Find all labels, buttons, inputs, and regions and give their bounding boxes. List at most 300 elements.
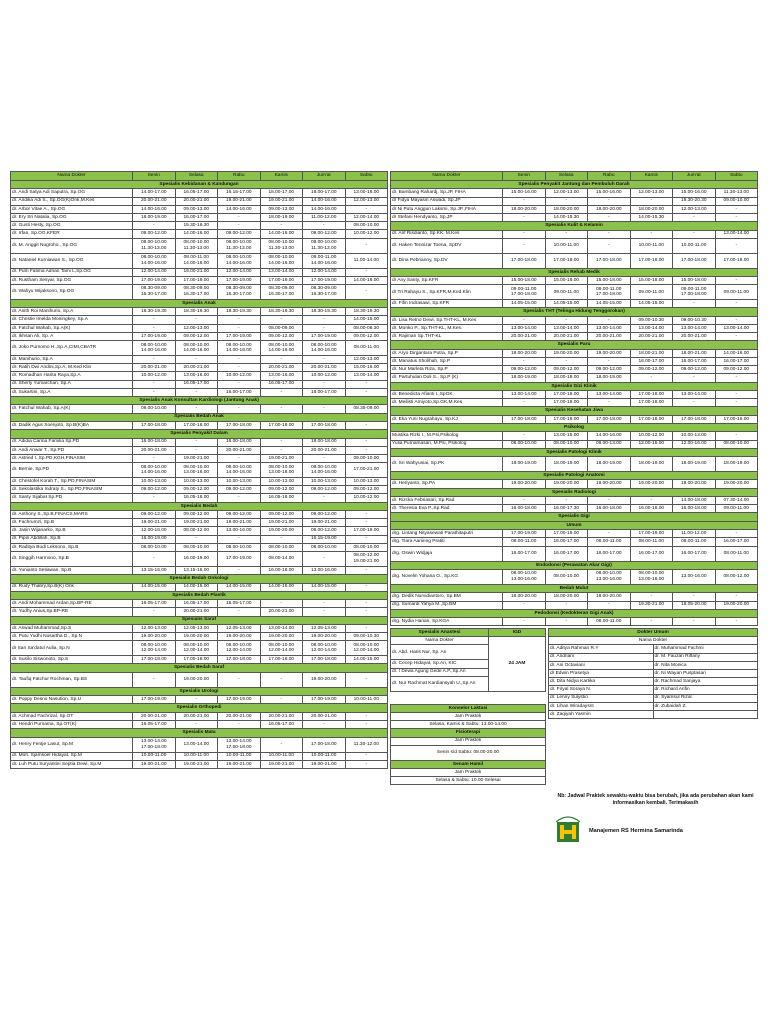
schedule-cell: - (630, 374, 673, 382)
section-title: Spesialis Gigi (391, 513, 758, 521)
schedule-cell: 16.15-17.00 (218, 189, 261, 197)
schedule-cell: 15.00-18.00 (673, 277, 716, 285)
schedule-cell: - (175, 446, 218, 454)
dokter-umum-name: dr. Lenny Sulystio (549, 694, 654, 702)
schedule-cell: 11.30-12.00 (345, 737, 388, 752)
schedule-cell: 12.00-14.00 (345, 213, 388, 221)
schedule-cell: - (218, 405, 261, 413)
schedule-cell: 19.00-21.00 (175, 760, 218, 768)
doctor-name: dr. Jasin Wijanarko, Sp.B (11, 527, 133, 535)
doctor-name: dr. Arif Risdianto, Sp.KK, M.Kes (391, 230, 503, 238)
schedule-cell: - (218, 356, 261, 364)
schedule-cell: - (715, 238, 758, 253)
schedule-cell: 10.00-12.00 (218, 372, 261, 380)
schedule-cell: 09.00-12.00 (218, 511, 261, 519)
schedule-cell: 09.00-12.00 (260, 486, 303, 494)
column-header: Jum'at (673, 172, 716, 181)
schedule-cell: 17.00-19.00 (503, 530, 546, 538)
schedule-cell: 09.00-12.00 (175, 486, 218, 494)
schedule-cell: 11.00-12.00 (303, 213, 346, 221)
schedule-cell: - (503, 432, 546, 440)
dokter-umum-name: dr. Lihan Wiradaysnt (549, 702, 654, 710)
schedule-cell: 12.00-15.00 (630, 440, 673, 448)
doctor-row (11, 454, 388, 462)
schedule-cell: 18.30-19.30 (133, 308, 176, 316)
schedule-cell: 13.00-14.00 (588, 325, 631, 333)
section-title: Spesialis Mata (11, 729, 388, 737)
schedule-cell: 14.00-15.00 (175, 583, 218, 591)
schedule-cell: - (133, 380, 176, 388)
doctor-name: dr. Ery Sri Natalia, Sp.OG (11, 213, 133, 221)
schedule-cell: 16.00-19.00 (175, 551, 218, 566)
dokter-umum-row (549, 678, 758, 686)
schedule-cell: - (218, 566, 261, 574)
doctor-name: dr. Andi Anwar T., Sp.PD (11, 446, 133, 454)
doctor-name: dr. Fatchul Wahab, Sp.A(K) (11, 324, 133, 332)
schedule-cell: 08.00-10.00 13.00-16.00 (175, 463, 218, 478)
schedule-cell: - (345, 421, 388, 429)
schedule-cell: 19.00-20.00 (588, 480, 631, 488)
doctor-row (391, 546, 758, 561)
schedule-cell: 13.00-16.00 (175, 372, 218, 380)
doctor-name: dr. Astried I.,Sp.PD,KGH,FINASIM (11, 454, 133, 462)
hospital-logo-block (553, 814, 753, 854)
schedule-cell: - (133, 454, 176, 462)
section-title: Spesialis Paru (391, 341, 758, 349)
schedule-cell: 08.00-10.00 14.00-16.00 (260, 341, 303, 356)
schedule-cell: 17.00-18.00 (588, 253, 631, 268)
doctor-row (391, 213, 758, 221)
schedule-cell: 12.00-13.00 (545, 189, 588, 197)
schedule-cell: 12.00-14.00 (303, 268, 346, 276)
schedule-cell: 08.00-12.00 (175, 527, 218, 535)
schedule-cell: 16.05-17.00 (260, 380, 303, 388)
schedule-cell: 10.00-13.00 (218, 478, 261, 486)
schedule-cell: 08.00-10.00 11.30-13.00 (133, 238, 176, 253)
schedule-cell: 08.00-10.00 (715, 440, 758, 448)
doctor-name: dr. Rustham Sesyar, Sp.OG (11, 276, 133, 284)
schedule-cell: 13.00-14.00 (715, 325, 758, 333)
dokter-umum-name: dr. Andriani (549, 653, 654, 661)
schedule-cell: - (133, 324, 176, 332)
fisio-sub: Jam Praktek (391, 737, 546, 745)
doctor-name: dr. Andi Mohammad Ardan,Sp.BP-RE (11, 600, 133, 608)
schedule-cell: 17.00-18.00 (303, 737, 346, 752)
schedule-cell: 09.00-10.30 (630, 316, 673, 324)
doctor-name: dr. Putri Fatima Adnan Tami L,Sp.OG (11, 268, 133, 276)
schedule-cell: - (673, 593, 716, 601)
section-title: Spesialis Saraf (11, 616, 388, 624)
doctor-row (391, 601, 758, 609)
schedule-cell: - (133, 551, 176, 566)
schedule-cell: 08.00-11.00 14.00-16.00 (303, 253, 346, 268)
schedule-cell: 12.05-13.00 (303, 624, 346, 632)
schedule-cell: 20.00-21.00 (133, 446, 176, 454)
schedule-cell: 08.00-10.00 11.30-13.00 (218, 238, 261, 253)
schedule-cell: 18.00-20.00 (588, 593, 631, 601)
schedule-cell: 17.00-18.00 (303, 421, 346, 429)
schedule-cell: 17.00-19.00 (133, 276, 176, 284)
schedule-cell: 13.00-14.00 (588, 390, 631, 398)
doctor-row (11, 405, 388, 413)
doctor-name: Yulia Purnamasari, M.Psi, Psikolog (391, 440, 503, 448)
schedule-cell: 12.05-13.00 (175, 624, 218, 632)
schedule-cell: 19.00-21.00 (260, 454, 303, 462)
dokter-umum-name: dr. Firyal Soraya N. (549, 686, 654, 694)
doctor-name: dr Any Santy, Sp.KFR (391, 277, 503, 285)
schedule-cell: - (588, 497, 631, 505)
dokter-umum-name: dr. Dita Nidya Kartika (549, 678, 654, 686)
schedule-cell: - (630, 593, 673, 601)
schedule-cell: 13.15-16.00 (133, 566, 176, 574)
doctor-row (11, 213, 388, 221)
schedule-cell: 09.00-11.00 17.00-18.00 (503, 285, 546, 300)
doctor-name: dr. Sri Wahyuniai, Sp.PK (391, 457, 503, 472)
schedule-cell: 17.00-18.00 (588, 415, 631, 423)
schedule-cell: 17.00-19.00 (218, 332, 261, 340)
schedule-cell: 18.30-19.30 (345, 308, 388, 316)
doctor-row (11, 519, 388, 527)
schedule-cell: 17.00-18.00 (503, 415, 546, 423)
doctor-name: dr. Pipin Abdillah, Sp.B (11, 535, 133, 543)
schedule-cell: 14.00-16.00 (588, 432, 631, 440)
section-header-row (391, 488, 758, 496)
schedule-cell: 19.00-20.00 (260, 527, 303, 535)
schedule-cell: 19.00-21.00 (175, 519, 218, 527)
schedule-cell: 20.00-21.00 (303, 446, 346, 454)
schedule-cell: 18.00-19.00 (588, 457, 631, 472)
doctor-name: dr. Achmad Fachrizal, Sp.OT (11, 712, 133, 720)
section-title: Spesialis Bedah Anak (11, 413, 388, 421)
dokter-umum-name: dr. Zaqiyah Yasmin (549, 710, 654, 718)
doctor-name: dr. Nur Marleta Riza, Sp.P (391, 366, 503, 374)
schedule-cell: 12.00-14.00 (133, 268, 176, 276)
schedule-cell: 18.00-20.00 (503, 593, 546, 601)
schedule-cell: - (345, 721, 388, 729)
schedule-cell: - (260, 356, 303, 364)
schedule-cell: 20.00-21.00 (673, 333, 716, 341)
schedule-cell: - (218, 316, 261, 324)
schedule-cell: 19.00-20.00 (303, 672, 346, 687)
section-header-row (391, 308, 758, 316)
section-title: Spesialis Anak Konsultan Kardiologi (Jantung Anak) (11, 396, 388, 404)
section-header-row (391, 423, 758, 431)
schedule-cell: 08.00-11.00 (673, 538, 716, 546)
schedule-cell: 08.00-11.00 14.00-16.00 (175, 253, 218, 268)
schedule-cell: 09.00-12.00 (588, 366, 631, 374)
schedule-cell: 19.00-20.00 (545, 349, 588, 357)
doctor-name: dr. Yunianto Setiawan, Sp.B (11, 566, 133, 574)
schedule-cell: 19.00-21.00 (175, 454, 218, 462)
schedule-cell: 20.00-21.00 (133, 712, 176, 720)
section-header-row (391, 472, 758, 480)
doctor-name: drg. Sumardi Yahya M.,Sp.BM (391, 601, 503, 609)
schedule-cell: 17.00-18.00 (175, 421, 218, 429)
doctor-name: dr. Putu Yudhi Nusartha D., Sp.N (11, 633, 133, 641)
schedule-cell: 14.00-16.00 (715, 349, 758, 357)
schedule-cell: - (345, 566, 388, 574)
schedule-cell: - (345, 600, 388, 608)
schedule-cell: - (218, 364, 261, 372)
schedule-cell: 15.00-16.00 (345, 364, 388, 372)
fisio-value: Senin s/d Sabtu: 08.00-20.00 (391, 745, 546, 760)
schedule-cell: 09.00-10.30 (673, 316, 716, 324)
schedule-cell: 10.00-11.00 (175, 752, 218, 760)
schedule-cell: 10.00-13.00 (260, 478, 303, 486)
schedule-cell: 14.00-17.00 (133, 189, 176, 197)
schedule-cell: 09.00-12.00 (673, 366, 716, 374)
doctor-name: dr. Luh Putu Suryantini Septia Dewi, Sp.M (11, 760, 133, 768)
schedule-cell: 19.00-20.00 (303, 633, 346, 641)
doctor-row (391, 593, 758, 601)
schedule-cell: 17.00-18.00 (715, 253, 758, 268)
doctor-row (11, 238, 388, 253)
section-title: Pedodonsi (Kedokteran Gigi Anak) (391, 609, 758, 617)
doctor-name: dr. Rizcka Febriasari, Sp.Rad (391, 497, 503, 505)
schedule-cell: 09.00-10.30 (345, 633, 388, 641)
schedule-cell: 14.00-15.00 (303, 583, 346, 591)
doctor-row (11, 760, 388, 768)
dokter-umum-name: dr. Zubaidah Z. (653, 702, 758, 710)
schedule-cell: 19.30-20.30 (673, 197, 716, 205)
doctor-name: dr. Christie Imelda Moningkey, Sp.A (11, 316, 133, 324)
schedule-cell: 20.00-21.00 (303, 712, 346, 720)
schedule-cell: 17.00-19.00 (218, 551, 261, 566)
doctor-name: drg. Tiara Aariinng Pratiti (391, 538, 503, 546)
doctor-row (11, 253, 388, 268)
section-title: Spesialis Kebidanan & Kandungan (11, 181, 388, 189)
schedule-cell: 20.00-21.00 (588, 333, 631, 341)
section-title: Spesialis Bedah Saraf (11, 664, 388, 672)
schedule-cell: 19.00-21.00 (218, 197, 261, 205)
section-header-row (391, 521, 758, 529)
doctor-row (391, 333, 758, 341)
schedule-cell: 16.00-19.00 (133, 535, 176, 543)
doctor-row (391, 300, 758, 308)
schedule-cell: 08.00-11.00 (630, 538, 673, 546)
schedule-cell: 17.00-19.00 (630, 530, 673, 538)
section-title: Spesialis Bedah Plastik (11, 591, 388, 599)
dokter-umum-sub: Nama Dokter (549, 637, 758, 645)
schedule-cell: 18.00-18.00 (303, 438, 346, 446)
doctor-name: dr. Taufiq Fatchur Rochman, Sp.BS (11, 672, 133, 687)
dokter-umum-name: dr. Nita Monica (653, 661, 758, 669)
schedule-cell: 17.00-19.00 (218, 276, 261, 284)
schedule-cell: 09.00-12.00 (303, 230, 346, 238)
section-title: Spesialis Patologi Klinik (391, 448, 758, 456)
schedule-cell: - (303, 551, 346, 566)
schedule-cell: 13.15-16.00 (175, 566, 218, 574)
schedule-cell: 14.00-15.00 (345, 656, 388, 664)
schedule-cell: 10.00-12.00 (345, 494, 388, 502)
schedule-cell: 18.00-20.00 (545, 205, 588, 213)
schedule-cell: 08.00-10.00 (175, 543, 218, 551)
schedule-cell: 08.00-10.00 13.00-16.00 (630, 569, 673, 584)
doctor-name: dr. Raditya Budi Leksono, Sp.B (11, 543, 133, 551)
schedule-cell: 13.00-16.00 (345, 189, 388, 197)
schedule-cell: 17.00-18.00 (673, 415, 716, 423)
schedule-cell: 08.00-10.00 (345, 543, 388, 551)
schedule-cell: 13.00-16.00 (673, 569, 716, 584)
schedule-cell: 19.00-20.00 (175, 672, 218, 687)
anestesi-doctor: dr. I Dewa Agung Gede A.P.,Sp.An (391, 668, 489, 676)
section-title: Umum (391, 521, 758, 529)
column-header: Rabu (588, 172, 631, 181)
schedule-cell: - (545, 358, 588, 366)
schedule-cell: 17.00-21.00 (345, 463, 388, 478)
schedule-cell: - (715, 205, 758, 213)
schedule-cell: - (630, 230, 673, 238)
doctor-row (391, 530, 758, 538)
schedule-cell: 08.00-10.00 14.00-16.00 (133, 341, 176, 356)
schedule-cell: 16.00-18.00 (673, 505, 716, 513)
schedule-cell: 10.00-11.00 (545, 238, 588, 253)
schedule-cell: 12.00-13.00 (345, 197, 388, 205)
section-header-row (11, 704, 388, 712)
schedule-cell: 18.30-19.30 (303, 308, 346, 316)
schedule-cell: 08.00-08.30 (345, 324, 388, 332)
schedule-cell: - (345, 268, 388, 276)
schedule-cell: 19.00-20.00 (588, 349, 631, 357)
schedule-cell: 14.00-18.00 (673, 497, 716, 505)
doctor-row (11, 372, 388, 380)
schedule-cell: - (673, 399, 716, 407)
schedule-cell: 10.00-13.00 (303, 478, 346, 486)
schedule-cell: - (303, 721, 346, 729)
schedule-cell: 17.00-18.00 (218, 656, 261, 664)
doctor-row (11, 543, 388, 551)
schedule-cell: 08.00-10.00 (133, 543, 176, 551)
schedule-cell: 17.00-18.00 (133, 421, 176, 429)
schedule-cell: - (630, 197, 673, 205)
schedule-cell: - (630, 618, 673, 626)
schedule-cell: 08.00-10.00 11.30-13.00 (175, 238, 218, 253)
doctor-name: dr. Monko P., Sp.THT-KL, M.Kes. (391, 325, 503, 333)
schedule-cell: 19.00-21.00 (218, 519, 261, 527)
schedule-cell: 13.00-14.00 17.00-18.00 (133, 737, 176, 752)
schedule-cell: 16.00-17.00 (715, 358, 758, 366)
schedule-cell: 19.00-20.00 (218, 633, 261, 641)
doctor-row (391, 569, 758, 584)
schedule-cell: - (218, 672, 261, 687)
doctor-name: dr. Haken Tennizar Toena, SpDV (391, 238, 503, 253)
doctor-row (391, 253, 758, 268)
doctor-name: dr. Anith Roi Manihurio, Sp.A (11, 308, 133, 316)
schedule-cell: 16.05-17.00 (133, 721, 176, 729)
schedule-cell: 08.00-12.00 (715, 569, 758, 584)
schedule-cell: 15.00-16.00 (588, 189, 631, 197)
doctor-name: dr. Nataniel Kurniawan S., Sp.OG (11, 253, 133, 268)
schedule-cell: 20.00-21.00 (630, 333, 673, 341)
schedule-cell: 09.00-11.00 17.00-18.00 (673, 285, 716, 300)
schedule-cell: 18.00-19.00 (588, 374, 631, 382)
section-header-row (391, 382, 758, 390)
schedule-cell: 20.00-21.00 (175, 712, 218, 720)
schedule-cell: 17.00-19.00 (345, 527, 388, 535)
schedule-cell: 19.00-21.00 (303, 760, 346, 768)
schedule-cell: 14.05-15.00 (503, 300, 546, 308)
doctor-row (391, 618, 758, 626)
schedule-cell: 08.00-09.00 (260, 324, 303, 332)
doctor-name: dr. Aryo Dirgantara Putra, Sp.P (391, 349, 503, 357)
anestesi-table (390, 628, 546, 692)
schedule-cell: 09.00-11.00 (545, 285, 588, 300)
schedule-cell: 17.00-18.00 (630, 390, 673, 398)
doctor-row (11, 356, 388, 364)
doctor-row (11, 608, 388, 616)
schedule-cell: 14.00-15.00 (133, 583, 176, 591)
schedule-cell: 12.05-13.00 (218, 624, 261, 632)
schedule-cell: - (345, 511, 388, 519)
schedule-cell: 09.00-11.00 17.00-18.00 (588, 285, 631, 300)
schedule-cell: - (588, 238, 631, 253)
schedule-cell: 08.00-10.00 (218, 543, 261, 551)
schedule-cell: - (588, 316, 631, 324)
column-header: Nama Dokter (11, 172, 133, 181)
schedule-cell: - (218, 494, 261, 502)
hamil-value: Selasa & Sabtu: 10.00-Selesai (391, 777, 546, 785)
schedule-cell: - (260, 316, 303, 324)
schedule-cell: 20.00-21.00 (218, 446, 261, 454)
fisio-title: Fisioterapi (391, 729, 546, 737)
doctor-name: dr. Santy Sijabat Sp.PD (11, 494, 133, 502)
schedule-cell: 08.00-10.00 13.00-16.00 (588, 569, 631, 584)
section-header-row (11, 502, 388, 510)
schedule-cell: 13.00-14.00 (260, 624, 303, 632)
section-header-row (11, 687, 388, 695)
column-header: Selasa (545, 172, 588, 181)
schedule-cell: 17.00-18.00 (630, 253, 673, 268)
schedule-cell: 13.00-14.00 (503, 390, 546, 398)
schedule-cell: 20.00-21.00 (260, 608, 303, 616)
section-header-row (11, 430, 388, 438)
doctor-name: dr. Andika Adi S., Sp.OG(K)Onk,M.Kes (11, 197, 133, 205)
schedule-cell: 13.00-16.00 (303, 566, 346, 574)
doctor-row (11, 438, 388, 446)
schedule-cell: - (260, 696, 303, 704)
schedule-cell: - (175, 721, 218, 729)
doctor-name: dr Fidya Mayasin Aswadi, Sp.JP (391, 197, 503, 205)
schedule-cell: 16.00-17.00 (503, 546, 546, 561)
section-title: Spesialis Bedah (11, 502, 388, 510)
schedule-cell: 12.00-13.00 (133, 624, 176, 632)
schedule-cell: - (345, 624, 388, 632)
section-header-row (391, 407, 758, 415)
schedule-cell: - (345, 535, 388, 543)
schedule-cell: - (503, 316, 546, 324)
doctor-row (11, 712, 388, 720)
doctor-row (391, 415, 758, 423)
section-header-row (391, 513, 758, 521)
schedule-cell: - (715, 277, 758, 285)
schedule-cell: 08.00-10.00 (545, 440, 588, 448)
schedule-cell: 20.00-21.00 (175, 364, 218, 372)
schedule-cell: 15.30-16.30 (175, 222, 218, 230)
anestesi-block (390, 628, 546, 785)
schedule-cell: - (673, 230, 716, 238)
schedule-cell: 20.00-21.00 (545, 333, 588, 341)
schedule-cell: 08.00-10.00 12.00-14.00 (303, 641, 346, 656)
doctor-name: dr. Arbor Vitae A., Sp.OG (11, 205, 133, 213)
schedule-cell: 16.00-17.00 (673, 358, 716, 366)
schedule-cell: 17.00-18.00 (260, 421, 303, 429)
schedule-cell: 10.00-12.00 (345, 230, 388, 238)
doctor-name: dr. Sukartini, Sp.A (11, 388, 133, 396)
schedule-cell: 15.00-18.00 (588, 277, 631, 285)
schedule-cell: - (545, 618, 588, 626)
schedule-cell: 08.30-09.00 16.30-17.00 (218, 284, 261, 299)
schedule-cell: 12.00-13.00 (630, 189, 673, 197)
